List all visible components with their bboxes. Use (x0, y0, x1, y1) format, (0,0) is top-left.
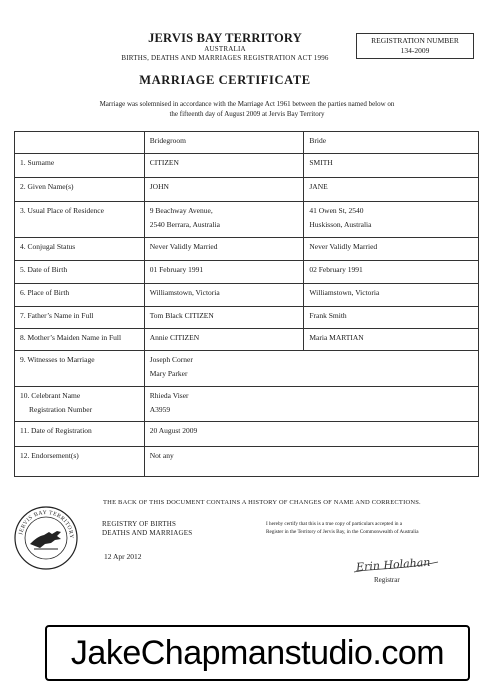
document-header (110, 31, 340, 63)
table-row-father-name (15, 307, 479, 329)
watermark-text: JakeChapmanstudio.com (70, 633, 445, 672)
table-row-celebrant (15, 387, 479, 422)
row-label: 11. Date of Registration (15, 422, 145, 447)
registration-number-value: 134-2009 (400, 46, 430, 55)
bride-given-names: JANE (304, 178, 479, 202)
signature-text: Erin Holahan (355, 555, 431, 574)
celebrant-name-label: 10. Celebrant Name (20, 391, 81, 400)
groom-conjugal-status: Never Validly Married (144, 238, 304, 261)
row-label: 6. Place of Birth (15, 284, 145, 307)
witnesses-value (144, 351, 478, 387)
back-of-document-note: THE BACK OF THIS DOCUMENT CONTAINS A HISTORY OF CHANGES OF NAME AND CORRECTIONS. (103, 499, 421, 506)
row-label: 5. Date of Birth (15, 261, 145, 284)
groom-given-names: JOHN (144, 178, 304, 202)
row-label: 9. Witnesses to Marriage (15, 351, 145, 387)
certify-line-2: Register in the Territory of Jervis Bay, in the Commonwealth of Australia (266, 529, 419, 535)
marriage-details-table (14, 131, 479, 477)
registration-number-label: REGISTRATION NUMBER (371, 36, 459, 45)
header-bridegroom: Bridegroom (144, 132, 304, 154)
bride-surname: SMITH (304, 154, 479, 178)
bride-place-of-birth: Williamstown, Victoria (304, 284, 479, 307)
groom-surname: CITIZEN (144, 154, 304, 178)
groom-residence-line-2: 2540 Berrara, Australia (149, 220, 220, 229)
celebrant-name: Rhieda Viser (149, 391, 189, 400)
intro-line-2: the fifteenth day of August 2009 at Jervis Bay Territory (169, 110, 325, 118)
endorsements-value: Not any (144, 447, 478, 477)
territory-seal-icon (13, 505, 79, 571)
table-row-surname (15, 154, 479, 178)
table-row-conjugal-status (15, 238, 479, 261)
date-of-registration-value: 20 August 2009 (144, 422, 478, 447)
certify-line-1: I hereby certify that this is a true copy of particulars accepted in a (266, 521, 403, 527)
bride-father-name: Frank Smith (304, 307, 479, 329)
row-label: 7. Father’s Name in Full (15, 307, 145, 329)
row-label: 8. Mother’s Maiden Name in Full (15, 329, 145, 351)
witness-1: Joseph Corner (149, 355, 193, 364)
watermark-banner (45, 625, 470, 681)
registration-number-box (356, 33, 474, 59)
issue-date: 12 Apr 2012 (104, 552, 142, 561)
row-label: 4. Conjugal Status (15, 238, 145, 261)
registry-line-2: DEATHS AND MARRIAGES (102, 529, 193, 537)
table-row-witnesses (15, 351, 479, 387)
seal-text: JERVIS BAY TERRITORY (18, 509, 75, 540)
registry-line-1: REGISTRY OF BIRTHS (102, 520, 177, 528)
bride-mother-name: Maria MARTIAN (304, 329, 479, 351)
act-label: BIRTHS, DEATHS AND MARRIAGES REGISTRATION ACT 1996 (121, 54, 329, 62)
row-label: 2. Given Name(s) (15, 178, 145, 202)
witness-2: Mary Parker (149, 369, 188, 378)
row-label: 3. Usual Place of Residence (15, 202, 145, 238)
bride-residence-line-1: 41 Owen St, 2540 (309, 206, 364, 215)
country-label: AUSTRALIA (204, 45, 246, 53)
header-bride: Bride (304, 132, 479, 154)
groom-date-of-birth: 01 February 1991 (144, 261, 304, 284)
table-row-mother-name (15, 329, 479, 351)
table-row-date-of-birth (15, 261, 479, 284)
intro-line-1: Marriage was solemnised in accordance with the Marriage Act 1961 between the parties named below on (99, 100, 395, 108)
row-label: 12. Endorsement(s) (15, 447, 145, 477)
registrar-label: Registrar (374, 576, 400, 584)
table-row-residence (15, 202, 479, 238)
celebrant-value (144, 387, 478, 422)
certificate-title: MARRIAGE CERTIFICATE (139, 73, 311, 87)
groom-residence-line-1: 9 Beachway Avenue, (149, 206, 213, 215)
bride-residence (304, 202, 479, 238)
registrar-signature (352, 552, 442, 576)
certification-statement (266, 520, 476, 536)
table-header-row (15, 132, 479, 154)
celebrant-number: A3959 (149, 405, 171, 414)
registry-name (102, 520, 192, 538)
bride-date-of-birth: 02 February 1991 (304, 261, 479, 284)
celebrant-registration-label: Registration Number (29, 405, 93, 414)
groom-mother-name: Annie CITIZEN (144, 329, 304, 351)
header-empty-cell (15, 132, 145, 154)
table-row-date-of-registration (15, 422, 479, 447)
celebrant-label-cell (15, 387, 145, 422)
row-label: 1. Surname (15, 154, 145, 178)
intro-statement (30, 99, 464, 119)
bride-residence-line-2: Huskisson, Australia (309, 220, 372, 229)
territory-title: JERVIS BAY TERRITORY (148, 31, 302, 45)
groom-residence (144, 202, 304, 238)
groom-father-name: Tom Black CITIZEN (144, 307, 304, 329)
table-row-given-names (15, 178, 479, 202)
bride-conjugal-status: Never Validly Married (304, 238, 479, 261)
table-row-endorsements (15, 447, 479, 477)
table-row-place-of-birth (15, 284, 479, 307)
groom-place-of-birth: Williamstown, Victoria (144, 284, 304, 307)
